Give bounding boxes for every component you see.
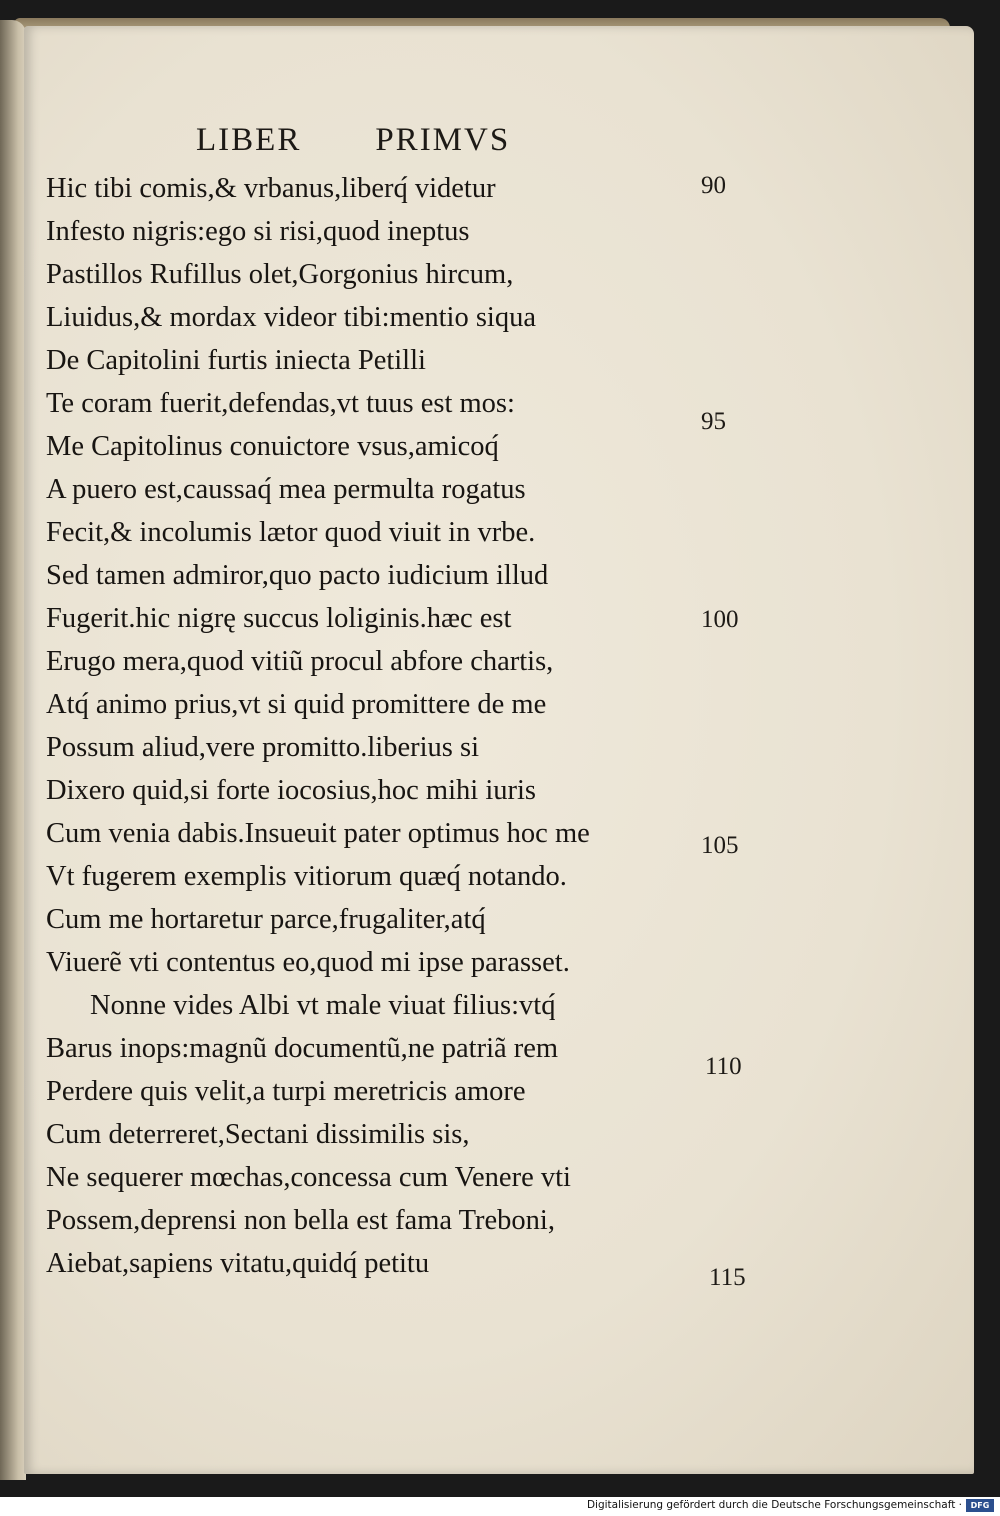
line-number: 110 [705,1053,742,1080]
verse-line: Me Capitolinus conuictore vsus,amicoq́ [46,431,499,462]
footer-bar [0,1497,1000,1516]
verse-line: Liuidus,& mordax videor tibi:mentio siqua [46,302,536,333]
verse-line: Ne sequerer mœchas,concessa cum Venere vti [46,1162,571,1193]
verse-line: Possum aliud,vere promitto.liberius si [46,732,480,763]
verse-line: Sed tamen admiror,quo pacto iudicium illud [46,560,549,591]
verse-line: Fugerit.hic nigrę succus loliginis.hæc est [46,603,512,634]
verse-line: Cum me hortaretur parce,frugaliter,atq́ [46,904,486,935]
verse-line: Te coram fuerit,defendas,vt tuus est mos: [46,388,515,419]
running-head-right: PRIMVS [375,122,511,158]
line-number: 100 [701,606,739,633]
verse-line: Dixero quid,si forte iocosius,hoc mihi iuris [46,775,536,806]
verse-line: Hic tibi comis,& vrbanus,liberq́ videtur [46,173,496,204]
verse-line: A puero est,caussaq́ mea permulta rogatus [46,474,526,505]
verse-line: Infesto nigris:ego si risi,quod ineptus [46,216,470,247]
verse-line: Fecit,& incolumis lætor quod viuit in vrbe. [46,517,536,548]
verse-line: Aiebat,sapiens vitatu,quidq́ petitu [46,1248,430,1279]
line-number: 115 [709,1264,746,1291]
line-number: 105 [701,832,739,859]
dfg-logo: DFG [966,1499,994,1512]
verse-line: Perdere quis velit,a turpi meretricis amore [46,1076,526,1107]
verse-line-indented: Nonne vides Albi vt male viuat filius:vtq́ [90,990,556,1021]
verse-line: De Capitolini furtis iniecta Petilli [46,345,426,376]
verse-line: Pastillos Rufillus olet,Gorgonius hircum, [46,259,514,290]
verse-line: Viuerẽ vti contentus eo,quod mi ipse parasset. [46,947,570,978]
verse-line: Barus inops:magnũ documentũ,ne patriã rem [46,1033,559,1064]
verse-line: Erugo mera,quod vitiũ procul abfore chartis, [46,646,554,677]
verse-line: Cum venia dabis.Insueuit pater optimus hoc me [46,818,590,849]
running-head [196,122,510,159]
line-number: 90 [701,172,726,199]
verse-lines [46,167,686,1285]
left-page-edge [0,20,26,1480]
verse-line: Vt fugerem exemplis vitiorum quæq́ notando. [46,861,567,892]
running-head-left: LIBER [196,122,302,158]
verse-line: Atq́ animo prius,vt si quid promittere de me [46,689,547,720]
line-number: 95 [701,408,726,435]
verse-line: Possem,deprensi non bella est fama Treboni, [46,1205,555,1236]
funding-notice: Digitalisierung gefördert durch die Deutsche Forschungsgemeinschaft · [586,1499,962,1511]
verse-line: Cum deterreret,Sectani dissimilis sis, [46,1119,470,1150]
